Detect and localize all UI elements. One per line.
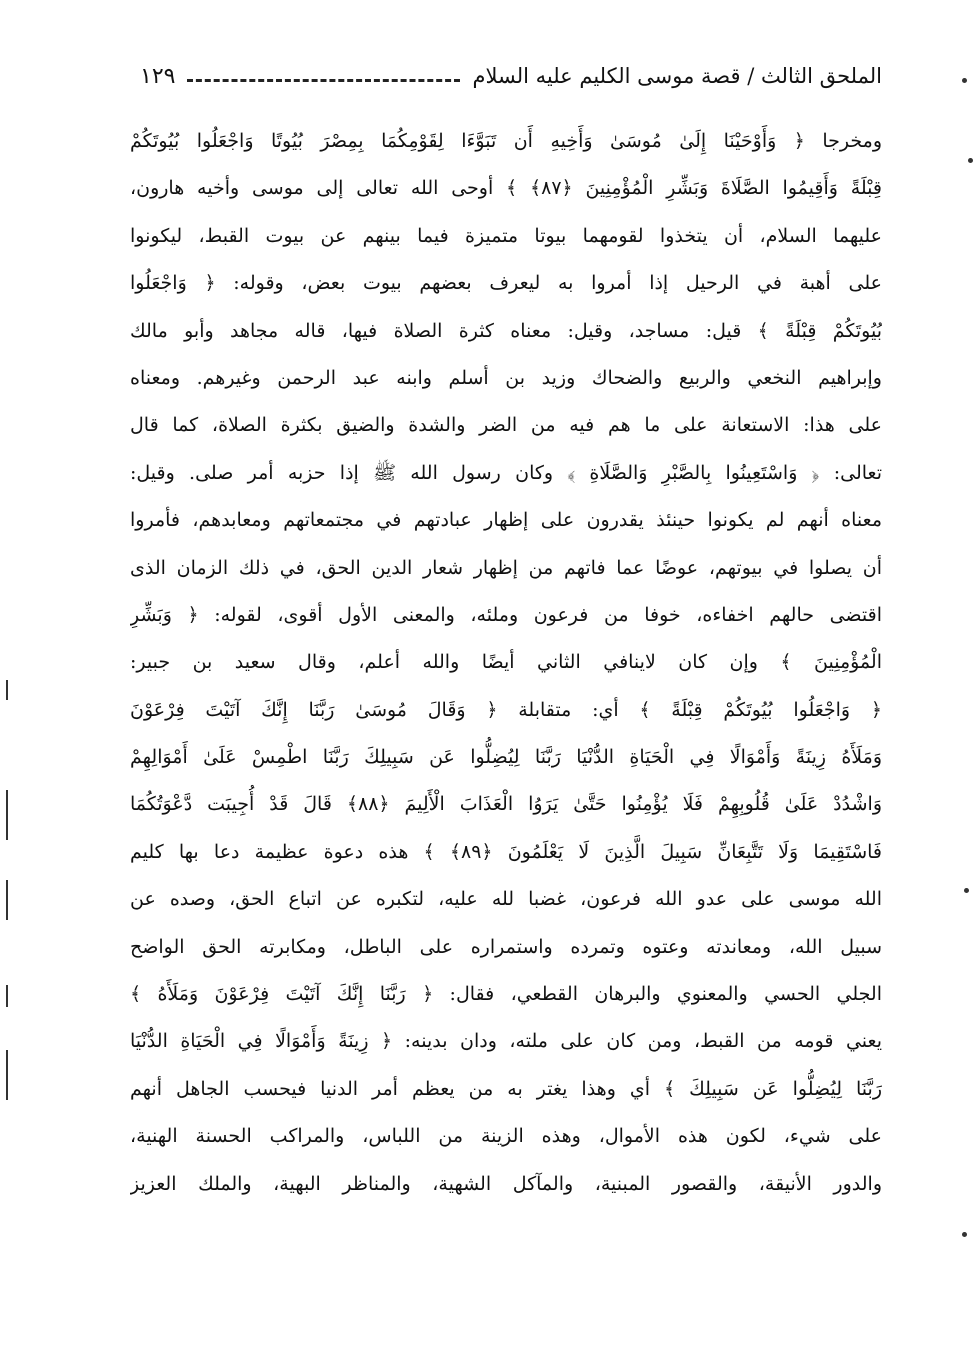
text-line: الجلي الحسي والمعنوي والبرهان القطعي، فقال: ﴿ رَبَّنَا إِنَّكَ آتَيْتَ فِرْعَوْنَ وَمَلَأَهُ ﴾ bbox=[130, 983, 882, 1006]
text-line: والدور الأنيقة، والقصور المبنية، والمآكل الشهية، والمناظر البهية، والملك العزيز bbox=[130, 1172, 882, 1195]
scan-edge-line bbox=[6, 1050, 8, 1100]
text-line: تعالى: ﴿ وَاسْتَعِينُوا بِالصَّبْرِ وَالصَّلَاةِ ﴾ وكان رسول الله ﷺ إذا حزبه أمر صلى. وقيل: bbox=[130, 461, 882, 484]
text-line: رَبَّنَا لِيُضِلُّوا عَن سَبِيلِكَ ﴾ أي وهذا يغتر به من يعظم أمر الدنيا فيحسب الجاهل أنهم bbox=[130, 1077, 882, 1100]
page-number: ١٢٩ bbox=[140, 63, 176, 89]
scan-edge-line bbox=[6, 680, 8, 700]
text-line: على شيء، لكون هذه الأموال، وهذه الزينة من اللباس، والمراكب الحسنة الهنية، bbox=[130, 1125, 882, 1148]
running-header bbox=[140, 58, 882, 94]
scan-speck bbox=[964, 888, 969, 893]
scan-speck bbox=[962, 78, 967, 83]
text-line: الله موسى على عدو الله فرعون، غضبا لله عليه، لتكبره عن اتباع الحق، وصده عن bbox=[130, 888, 882, 911]
text-line: فَاسْتَقِيمَا وَلَا تَتَّبِعَانِّ سَبِيلَ الَّذِينَ لَا يَعْلَمُونَ ﴿٨٩﴾ ﴾ هذه دعوة عظيمة دعا بها كليم bbox=[130, 840, 882, 863]
text-line: عليهما السلام، أن يتخذوا لقومهما بيوتا متميزة فيما بينهم عن بيوت القبط، ليكونوا bbox=[130, 224, 882, 247]
text-line: سبيل الله، ومعاندته وعتوه وتمرده واستمراره على الباطل، ومكابرته الحق الواضح bbox=[130, 935, 882, 958]
text-line: وَمَلَأَهُ زِينَةً وَأَمْوَالًا فِي الْحَيَاةِ الدُّنْيَا رَبَّنَا لِيُضِلُّوا عَن سَبِيلِكَ رَبَّنَا اطْمِسْ عَلَىٰ أَمْوَالِهِمْ bbox=[130, 746, 882, 769]
text-line: على أهبة في الرحيل إذا أمروا به ليعرف بعضهم بيوت بعض، وقوله: ﴿ وَاجْعَلُوا bbox=[130, 272, 882, 295]
text-line: وَاشْدُدْ عَلَىٰ قُلُوبِهِمْ فَلَا يُؤْمِنُوا حَتَّىٰ يَرَوُا الْعَذَابَ الْأَلِيمَ ﴿٨٨﴾ قَالَ قَدْ أُجِيبَت دَّعْوَتُكُمَا bbox=[130, 793, 882, 816]
scan-edge-line bbox=[6, 880, 8, 920]
text-line: بُيُوتَكُمْ قِبْلَةً ﴾ قيل: مساجد، وقيل: معناه كثرة الصلاة فيها، قاله مجاهد وأبو مالك bbox=[130, 319, 882, 342]
text-line: ومخرجا ﴿ وَأَوْحَيْنَا إِلَىٰ مُوسَىٰ وَأَخِيهِ أَن تَبَوَّءَا لِقَوْمِكُمَا بِمِصْرَ بُيُوتًا وَاجْعَلُوا بُيُوتَكُمْ bbox=[130, 130, 882, 152]
scan-speck bbox=[968, 158, 973, 163]
text-line: اقتضى حالهم اخفاءه، خوفا من فرعون وملئه، والمعنى الأول أقوى، لقوله: ﴿ وَبَشِّرِ bbox=[130, 603, 882, 626]
text-line: أن يصلوا في بيوتهم، عوضًا عما فاتهم من إظهار شعار الدين الحق، في ذلك الزمان الذى bbox=[130, 556, 882, 579]
text-line: على هذا: الاستعانة على ما هم فيه من الضر والشدة والضيق بكثرة الصلاة، كما قال bbox=[130, 414, 882, 437]
text-line: يعني قومه من القبط، ومن كان على ملته، ودان بدينه: ﴿ زِينَةً وَأَمْوَالًا فِي الْحَيَاةِ الدُّنْيَا bbox=[130, 1030, 882, 1053]
text-line: قِبْلَةً وَأَقِيمُوا الصَّلَاةَ وَبَشِّرِ الْمُؤْمِنِينَ ﴿٨٧﴾ ﴾ أوحى الله تعالى إلى موسى وأخيه هارون، bbox=[130, 177, 882, 200]
text-line: ﴿ وَاجْعَلُوا بُيُوتَكُمْ قِبْلَةً ﴾ أي: متقابلة ﴿ وَقَالَ مُوسَىٰ رَبَّنَا إِنَّكَ آتَيْتَ فِرْعَوْنَ bbox=[130, 698, 882, 721]
text-line: الْمُؤْمِنِينَ ﴾ وإن كان لاينافي الثاني أيضًا والله أعلم، وقال سعيد بن جبير: bbox=[130, 651, 882, 674]
scan-edge-line bbox=[6, 985, 8, 1007]
chapter-title: الملحق الثالث / قصة موسى الكليم عليه السلام bbox=[472, 64, 882, 88]
scan-speck bbox=[962, 1232, 967, 1237]
text-line: معناه أنهم لم يكونوا حينئذ يقدرون على إظهار عبادتهم في مجتمعاتهم ومعابدهم، فأمروا bbox=[130, 509, 882, 532]
scan-edge-line bbox=[6, 790, 8, 840]
text-line: وإبراهيم النخعي والربيع والضحاك وزيد بن أسلم وابنه عبد الرحمن وغيرهم. ومعناه bbox=[130, 366, 882, 389]
header-dash-leader bbox=[187, 79, 460, 82]
body-text bbox=[130, 118, 882, 1208]
